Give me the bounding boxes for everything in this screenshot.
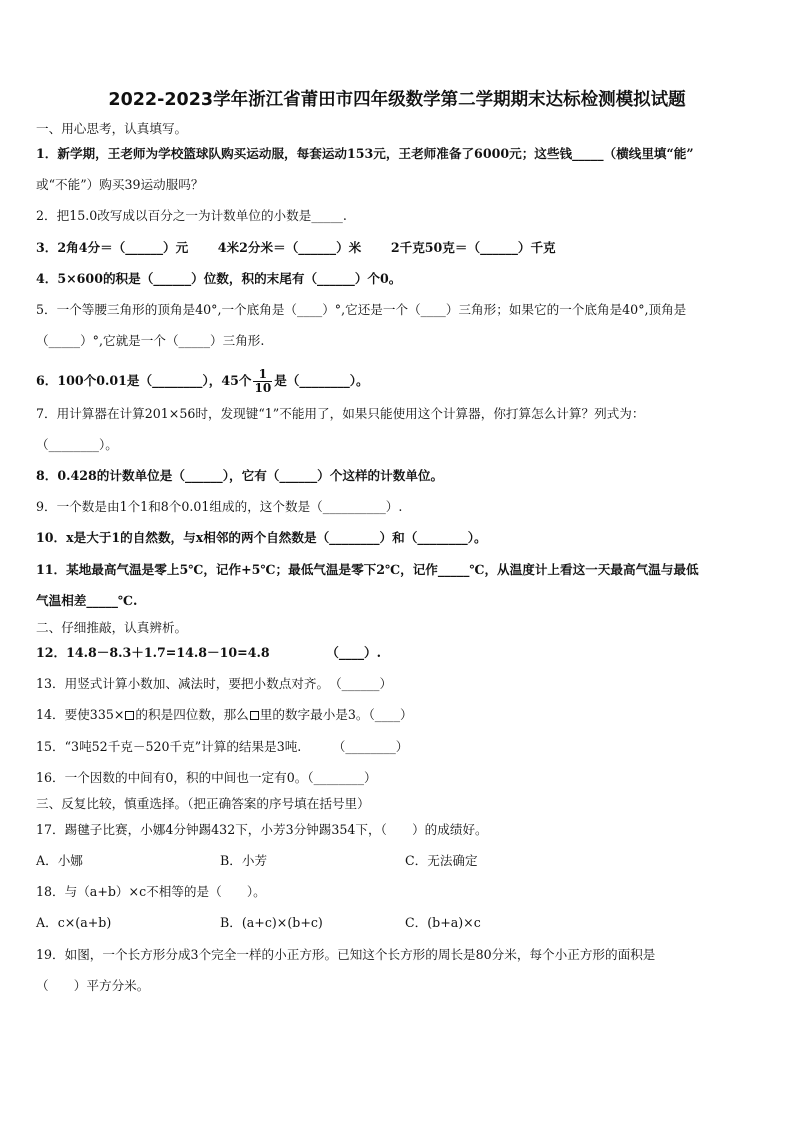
question-19-line-1: 19．如图，一个长方形分成3个完全一样的小正方形。已知这个长方形的周长是80分米，每个小正方形的面积是 [36, 947, 656, 962]
question-14-part-b: 的积是四位数，那么 [135, 707, 249, 722]
question-7-line-2: （________）。 [36, 437, 118, 452]
question-10: 10．x是大于1的自然数，与x相邻的两个自然数是（________）和（________）。 [36, 530, 487, 545]
question-11-line-1: 11．某地最高气温是零上5℃，记作+5℃；最低气温是零下2℃，记作_____℃，从温度计上看这一天最高气温与最低 [36, 562, 699, 577]
question-11-line-2: 气温相差_____℃. [36, 593, 138, 608]
question-17: 17．踢毽子比赛，小娜4分钟踢432下，小芳3分钟踢354下，（ ）的成绩好。 [36, 822, 488, 837]
section-heading-1: 一、用心思考，认真填写。 [36, 121, 188, 136]
question-6-part-a: 6．100个0.01是（________），45个 [36, 373, 252, 388]
question-2: 2．把15.0改写成以百分之一为计数单位的小数是_____. [36, 208, 347, 223]
question-14 [36, 707, 413, 723]
fraction-numerator: 1 [253, 368, 272, 382]
question-5-line-1: 5．一个等腰三角形的顶角是40°,一个底角是（____）°,它还是一个（____）三角形；如果它的一个底角是40°,顶角是 [36, 302, 687, 317]
question-17-option-c: C．无法确定 [405, 853, 478, 868]
fraction-one-tenth [253, 368, 272, 395]
question-17-option-a: A．小娜 [36, 853, 83, 868]
fraction-denominator: 10 [254, 381, 272, 395]
question-12: 12．14.8－8.3＋1.7=14.8－10=4.8 （____）. [36, 645, 382, 660]
question-18-option-b: B．(a+c)×(b+c) [220, 915, 323, 930]
question-7-line-1: 7．用计算器在计算201×56时，发现键“1”不能用了，如果只能使用这个计算器，你打算怎么计算？列式为： [36, 406, 645, 421]
question-1-line-1: 1．新学期，王老师为学校篮球队购买运动服，每套运动153元，王老师准备了6000元；这些钱_____（横线里填“能” [36, 146, 694, 161]
question-18-option-a: A．c×(a+b) [36, 915, 112, 930]
section-heading-3: 三、反复比较，慎重选择。（把正确答案的序号填在括号里） [36, 796, 370, 811]
question-9: 9．一个数是由1个1和8个0.01组成的，这个数是（__________）. [36, 499, 403, 514]
question-4: 4．5×600的积是（______）位数，积的末尾有（______）个0。 [36, 271, 402, 286]
page-title: 2022-2023学年浙江省莆田市四年级数学第二学期期末达标检测模拟试题 [108, 90, 686, 110]
question-1-line-2: 或“不能”）购买39运动服吗？ [36, 177, 204, 192]
blank-square-icon [250, 711, 259, 720]
question-16: 16．一个因数的中间有0，积的中间也一定有0。（________） [36, 770, 377, 785]
question-17-option-b: B．小芳 [220, 853, 268, 868]
question-5-line-2: （_____）°,它就是一个（_____）三角形. [36, 333, 265, 348]
question-14-part-a: 14．要使335× [36, 707, 125, 722]
question-3: 3．2角4分＝（______）元 4米2分米＝（______）米 2千克50克＝（______）千克 [36, 240, 556, 255]
question-8: 8．0.428的计数单位是（______），它有（______）个这样的计数单位。 [36, 468, 444, 483]
question-14-part-c: 里的数字最小是3。（____） [259, 707, 413, 722]
question-19-line-2: （ ）平方分米。 [36, 978, 150, 993]
question-18: 18．与（a+b）×c不相等的是（ ）。 [36, 884, 266, 899]
blank-square-icon [125, 711, 134, 720]
question-15: 15．“3吨52千克－520千克”计算的结果是3吨. （________） [36, 739, 409, 754]
question-13: 13．用竖式计算小数加、减法时，要把小数点对齐。 （______） [36, 676, 393, 691]
question-18-option-c: C．(b+a)×c [405, 915, 481, 930]
section-heading-2: 二、仔细推敲，认真辨析。 [36, 620, 188, 635]
question-6-part-b: 是（________）。 [274, 373, 369, 388]
question-6 [36, 368, 369, 395]
